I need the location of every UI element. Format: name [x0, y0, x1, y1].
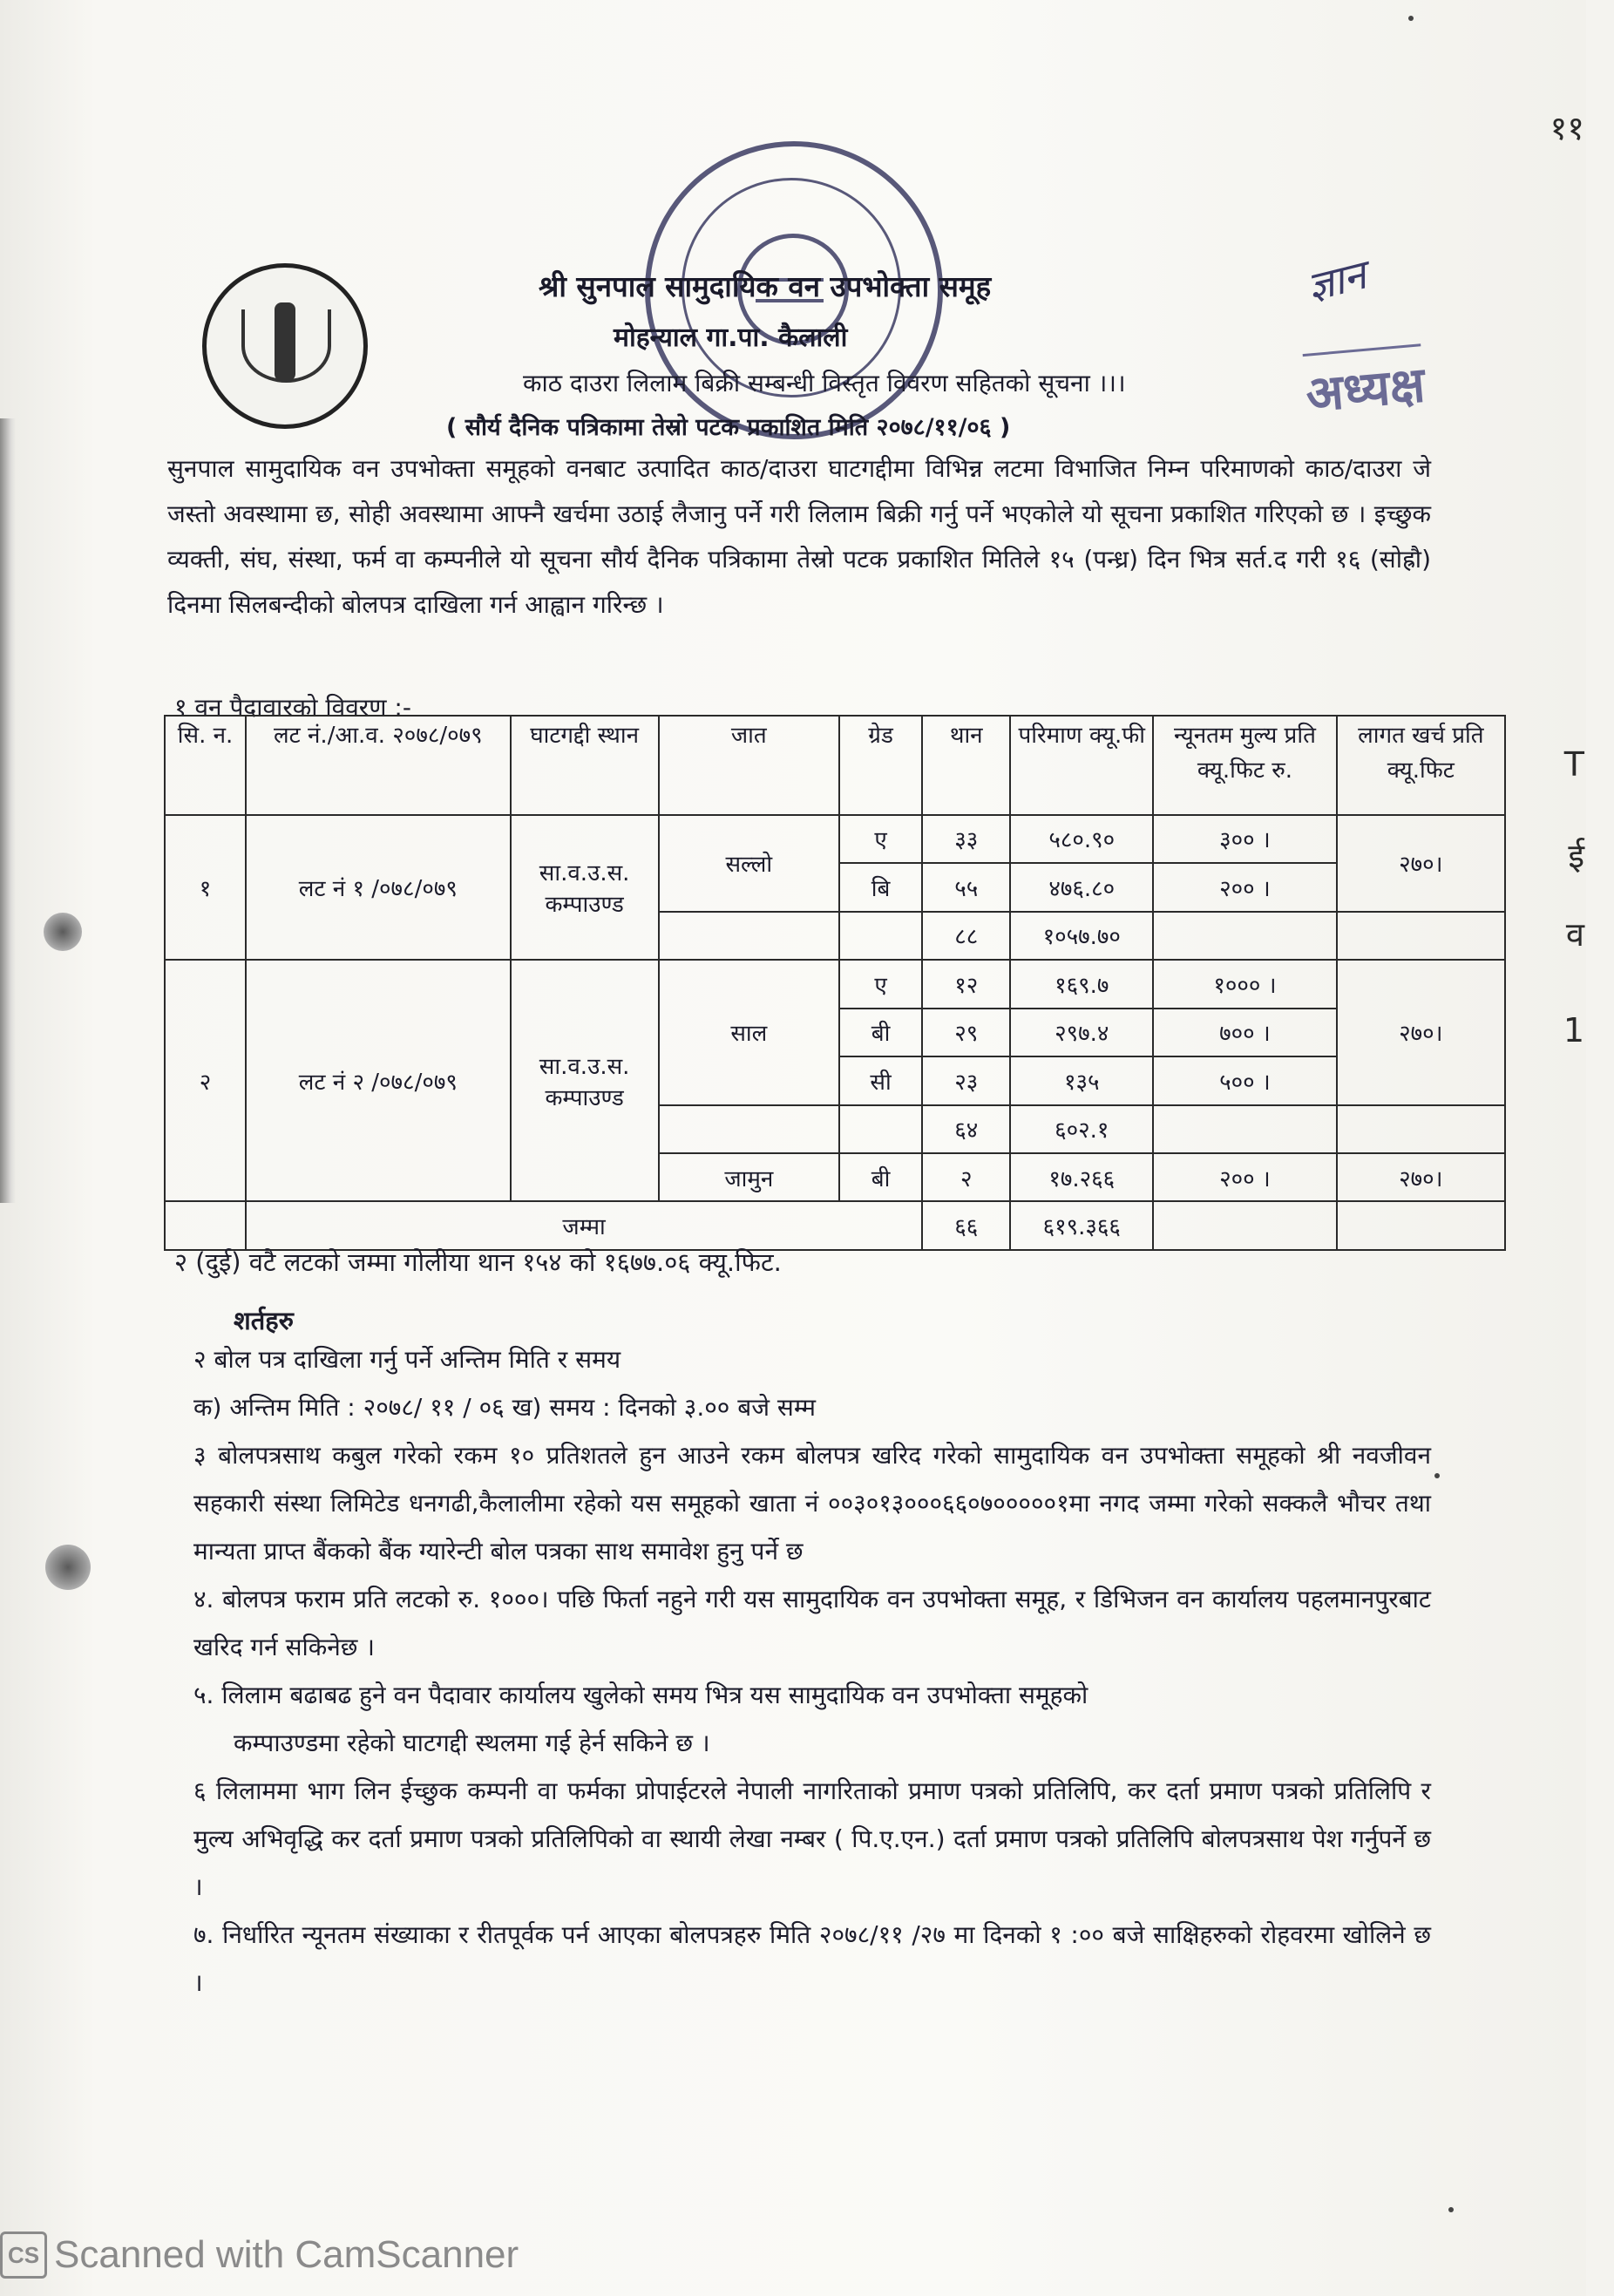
- table-section-title: १ वन पैदावारको विवरण :-: [174, 693, 411, 722]
- cell-grade: बी: [839, 1009, 922, 1056]
- cell-grade: सी: [839, 1056, 922, 1104]
- cell-quantity: २९७.४: [1010, 1009, 1153, 1056]
- header-depot: घाटगद्दी स्थान: [511, 716, 659, 815]
- scanner-watermark: [0, 2231, 519, 2279]
- table-row: [165, 960, 1505, 1008]
- forest-product-table: [164, 715, 1506, 1251]
- cell-grade: बी: [839, 1153, 922, 1201]
- cell-empty: [165, 1201, 246, 1250]
- cell-empty: [839, 912, 922, 960]
- page-mark: व: [1565, 915, 1584, 954]
- cell-grade: ए: [839, 815, 922, 863]
- cell-species: साल: [659, 960, 839, 1104]
- cell-empty: [1337, 1201, 1505, 1250]
- cell-pieces: ८८: [922, 912, 1010, 960]
- cell-pieces: २: [922, 1153, 1010, 1201]
- cell-quantity: ५८०.९०: [1010, 815, 1153, 863]
- header-species: जात: [659, 716, 839, 815]
- header-sn: सि. न.: [165, 716, 246, 815]
- cell-depot: सा.व.उ.स. कम्पाउण्ड: [511, 815, 659, 960]
- cell-pieces: २९: [922, 1009, 1010, 1056]
- cell-empty: [1153, 1201, 1336, 1250]
- cell-total-quantity: ६१९.३६६: [1010, 1201, 1153, 1250]
- cell-quantity: १०५७.७०: [1010, 912, 1153, 960]
- conditions-title: शर्तहरु: [234, 1306, 294, 1335]
- publication-note: ( सौर्य दैनिक पत्रिकामा तेस्रो पटक प्रकाशित मिति २०७८/११/०६ ): [446, 414, 1011, 441]
- punch-hole-bottom: [45, 1545, 91, 1590]
- cell-empty: [659, 1105, 839, 1153]
- cell-min-price: ५०० ।: [1153, 1056, 1336, 1104]
- condition-item: ३ बोलपत्रसाथ कबुल गरेको रकम १० प्रतिशतले हुन आउने रकम बोलपत्र खरिद गरेको सामुदायिक वन उपभोक्ता समूहको श्री नवजीवन सहकारी संस्था लिमिटेड धनगढी,कैलालीमा रहेको यस समूहको खाता नं ००३०१३०००६६०७०००००१मा नगद जम्मा गरेको सक्कलै भौचर तथा मान्यता प्राप्त बैंकको बैंक ग्यारेन्टी बोल पत्रका साथ समावेश हुनु पर्ने छ: [193, 1441, 1431, 1566]
- cell-cost: २७०।: [1337, 815, 1505, 912]
- left-logo: [202, 263, 368, 429]
- cell-species: सल्लो: [659, 815, 839, 912]
- header-grade: ग्रेड: [839, 716, 922, 815]
- signature: ज्ञान: [1302, 250, 1371, 311]
- cell-pieces: १२: [922, 960, 1010, 1008]
- cell-empty: [659, 912, 839, 960]
- conditions-list: [193, 1335, 1431, 2007]
- tree-icon: [275, 302, 295, 381]
- header-lot: लट नं./आ.व. २०७८/०७९: [246, 716, 511, 815]
- header-min-price: न्यूनतम मुल्य प्रति क्यू.फिट रु.: [1153, 716, 1336, 815]
- cell-quantity: ४७६.८०: [1010, 863, 1153, 911]
- cell-grade: ए: [839, 960, 922, 1008]
- cell-sn: १: [165, 815, 246, 960]
- condition-item: कम्पाउण्डमा रहेको घाटगद्दी स्थलमा गई हेर्न सकिने छ ।: [234, 1729, 710, 1757]
- cell-cost: २७०।: [1337, 1153, 1505, 1201]
- notice-title: काठ दाउरा लिलाम बिक्री सम्बन्धी विस्तृत विवरण सहितको सूचना ।।।: [523, 369, 1126, 397]
- condition-item: ५. लिलाम बढाबढ हुने वन पैदावार कार्यालय खुलेको समय भित्र यस सामुदायिक वन उपभोक्ता समूहको: [193, 1681, 1088, 1709]
- page-edge-shadow: [0, 418, 16, 1203]
- cell-empty: [1153, 912, 1336, 960]
- table-header-row: [165, 716, 1505, 815]
- org-address: मोहन्याल गा.पा. कैलाली: [614, 323, 848, 353]
- summary-line: २ (दुई) वटै लटको जम्मा गोलीया थान १५४ को १६७७.०६ क्यू.फिट.: [174, 1247, 782, 1277]
- cell-sn: २: [165, 960, 246, 1201]
- page-mark: 1: [1563, 1011, 1584, 1050]
- page-mark: ई: [1568, 837, 1584, 875]
- org-name: श्री सुनपाल सामुदायिक वन उपभोक्ता समूह: [539, 269, 992, 303]
- cell-grade: बि: [839, 863, 922, 911]
- cell-empty: [839, 1105, 922, 1153]
- cell-empty: [1153, 1105, 1336, 1153]
- cell-lot: लट नं १ /०७८/०७९: [246, 815, 511, 960]
- speck: [1408, 16, 1414, 21]
- condition-item: ४. बोलपत्र फराम प्रति लटको रु. १०००। पछि फिर्ता नहुने गरी यस सामुदायिक वन उपभोक्ता समूह, र डिभिजन वन कार्यालय पहलमानपुरबाट खरिद गर्न सकिनेछ ।: [193, 1585, 1431, 1661]
- cell-quantity: १६९.७: [1010, 960, 1153, 1008]
- cell-depot: सा.व.उ.स. कम्पाउण्ड: [511, 960, 659, 1201]
- cell-min-price: २०० ।: [1153, 1153, 1336, 1201]
- intro-paragraph: सुनपाल सामुदायिक वन उपभोक्ता समूहको वनबाट उत्पादित काठ/दाउरा घाटगद्दीमा विभिन्न लटमा विभाजित निम्न परिमाणको काठ/दाउरा जे जस्तो अवस्थामा छ, सोही अवस्थामा आफ्नै खर्चमा उठाई लैजानु पर्ने गरी लिलाम बिक्री गर्नु पर्ने भएकोले यो सूचना प्रकाशित गरिएको छ । इच्छुक व्यक्ती, संघ, संस्था, फर्म वा कम्पनीले यो सूचना सौर्य दैनिक पत्रिकामा तेस्रो पटक प्रकाशित मितिले १५ (पन्ध्र) दिन भित्र सर्त.द गरी १६ (सोह्रौ) दिनमा सिलबन्दीको बोलपत्र दाखिला गर्न आह्वान गरिन्छ ।: [167, 454, 1431, 619]
- header-cost: लागत खर्च प्रति क्यू.फिट: [1337, 716, 1505, 815]
- watermark-text: Scanned with CamScanner: [54, 2233, 519, 2276]
- cell-empty: [1337, 912, 1505, 960]
- cell-lot: लट नं २ /०७८/०७९: [246, 960, 511, 1201]
- cell-quantity: ६०२.१: [1010, 1105, 1153, 1153]
- speck: [1434, 1473, 1440, 1478]
- condition-item: क) अन्तिम मिति : २०७८/ ११ / ०६ ख) समय : दिनको ३.०० बजे सम्म: [193, 1393, 816, 1422]
- page-mark: ११: [1550, 109, 1584, 147]
- table-row: [165, 815, 1505, 863]
- cell-pieces: २३: [922, 1056, 1010, 1104]
- condition-item: ७. निर्धारित न्यूनतम संख्याका र रीतपूर्वक पर्न आएका बोलपत्रहरु मिति २०७८/११ /२७ मा दिनको १ :०० बजे साक्षिहरुको रोहवरमा खोलिने छ ।: [193, 1920, 1431, 1997]
- condition-item: ६ लिलाममा भाग लिन ईच्छुक कम्पनी वा फर्मका प्रोपाईटरले नेपाली नागरिताको प्रमाण पत्रको प्रतिलिपि, कर दर्ता प्रमाण पत्रको प्रतिलिपि र मुल्य अभिवृद्धि कर दर्ता प्रमाण पत्रको प्रतिलिपिको वा स्थायी लेखा नम्बर ( पि.ए.एन.) दर्ता प्रमाण पत्रको प्रतिलिपि बोलपत्रसाथ पेश गर्नुपर्ने छ ।: [193, 1776, 1431, 1901]
- table-total-row: [165, 1201, 1505, 1250]
- page-mark: T: [1563, 745, 1584, 784]
- cell-quantity: १७.२६६: [1010, 1153, 1153, 1201]
- cell-cost: २७०।: [1337, 960, 1505, 1104]
- cell-species: जामुन: [659, 1153, 839, 1201]
- header-quantity: परिमाण क्यू.फी: [1010, 716, 1153, 815]
- cell-pieces: ३३: [922, 815, 1010, 863]
- cell-pieces: ५५: [922, 863, 1010, 911]
- cell-total-pieces: ६६: [922, 1201, 1010, 1250]
- cell-min-price: ३०० ।: [1153, 815, 1336, 863]
- punch-hole-top: [44, 913, 82, 951]
- cell-min-price: १००० ।: [1153, 960, 1336, 1008]
- header-pieces: थान: [922, 716, 1010, 815]
- cell-pieces: ६४: [922, 1105, 1010, 1153]
- chairperson-stamp: अध्यक्ष: [1303, 343, 1428, 426]
- cell-total-label: जम्मा: [246, 1201, 922, 1250]
- cell-quantity: १३५: [1010, 1056, 1153, 1104]
- cell-min-price: ७०० ।: [1153, 1009, 1336, 1056]
- camscanner-icon: CS: [0, 2231, 47, 2279]
- condition-item: २ बोल पत्र दाखिला गर्नु पर्ने अन्तिम मिति र समय: [193, 1345, 621, 1374]
- cell-min-price: २०० ।: [1153, 863, 1336, 911]
- cell-empty: [1337, 1105, 1505, 1153]
- speck: [1448, 2207, 1454, 2212]
